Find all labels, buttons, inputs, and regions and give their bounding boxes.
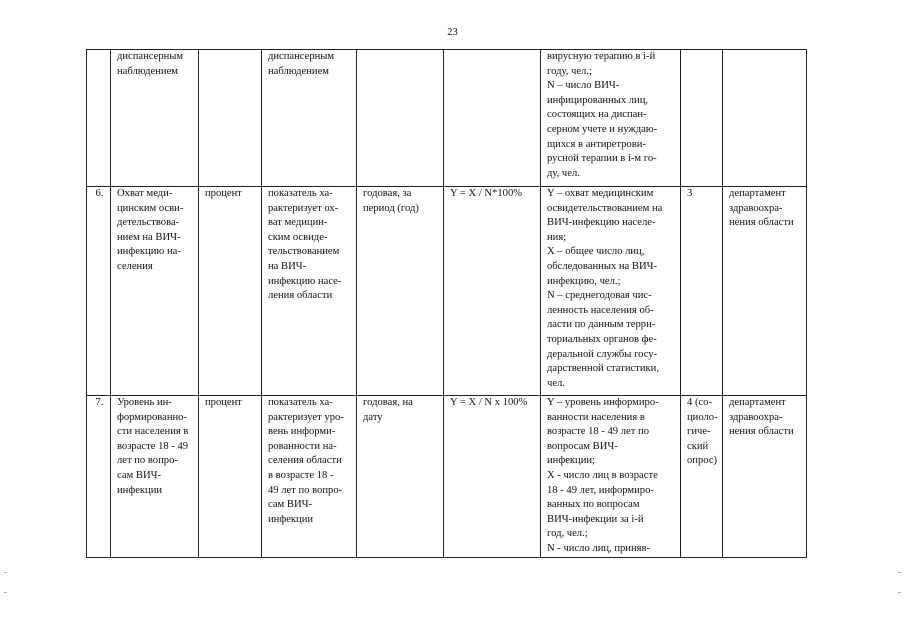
formula: Y = X / N*100% xyxy=(444,187,541,396)
responsible-body: департамент здравоохра- нения области xyxy=(723,187,807,396)
periodicity xyxy=(357,50,444,187)
formula xyxy=(444,50,541,187)
unit xyxy=(199,50,262,187)
table-row xyxy=(87,187,807,396)
indicator-description: показатель ха- рактеризует ох- ват медицин- ским освиде- тельствованием на ВИЧ- инфекцию насе- ления области xyxy=(262,187,357,396)
indicator-table xyxy=(86,49,807,558)
indicator-description: диспансерным наблюдением xyxy=(262,50,357,187)
variables-description: Y – охват медицинским освидетельствованием на ВИЧ-инфекцию населе- ния; X – общее число лиц, обследованных на ВИЧ- инфекцию, чел.; N – среднегодовая чис- ленность населения об- ласти по данным терри- ториальных органов фе- деральной службы госу- дарственной статистики, чел. xyxy=(541,187,681,396)
collection-method xyxy=(681,50,723,187)
collection-method: 4 (со- циоло- гиче- ский опрос) xyxy=(681,396,723,558)
responsible-body xyxy=(723,50,807,187)
responsible-body: департамент здравоохра- нения области xyxy=(723,396,807,558)
row-number xyxy=(87,50,111,187)
table-row xyxy=(87,50,807,187)
variables-description: Y – уровень информиро- ванности населения в возрасте 18 - 49 лет по вопросам ВИЧ- инфекции; X - число лиц в возрасте 18 - 49 лет, информиро- ванных по вопросам ВИЧ-инфекции за i-й год, чел.; N - число лиц, приняв- xyxy=(541,396,681,558)
unit: процент xyxy=(199,396,262,558)
indicator-name: Охват меди- цинским осви- детельствова- нием на ВИЧ- инфекцию на- селения xyxy=(111,187,199,396)
variables-description: вирусную терапию в i-й году, чел.; N – число ВИЧ- инфицированных лиц, состоящих на диспан- серном учете и нуждаю- щихся в антиретрови- русной терапии в i-м го- ду, чел. xyxy=(541,50,681,187)
indicator-name: Уровень ин- формированно- сти населения в возрасте 18 - 49 лет по вопро- сам ВИЧ- инфекции xyxy=(111,396,199,558)
row-number: 7. xyxy=(87,396,111,558)
scan-margin-marks xyxy=(0,570,905,600)
periodicity: годовая, за период (год) xyxy=(357,187,444,396)
formula: Y = X / N x 100% xyxy=(444,396,541,558)
page-number: 23 xyxy=(447,27,458,38)
row-number: 6. xyxy=(87,187,111,396)
unit: процент xyxy=(199,187,262,396)
table-row xyxy=(87,396,807,558)
indicator-description: показатель ха- рактеризует уро- вень информи- рованности на- селения области в возрасте 18 - 49 лет по вопро- сам ВИЧ- инфекции xyxy=(262,396,357,558)
collection-method: 3 xyxy=(681,187,723,396)
periodicity: годовая, на дату xyxy=(357,396,444,558)
indicator-name: диспансерным наблюдением xyxy=(111,50,199,187)
